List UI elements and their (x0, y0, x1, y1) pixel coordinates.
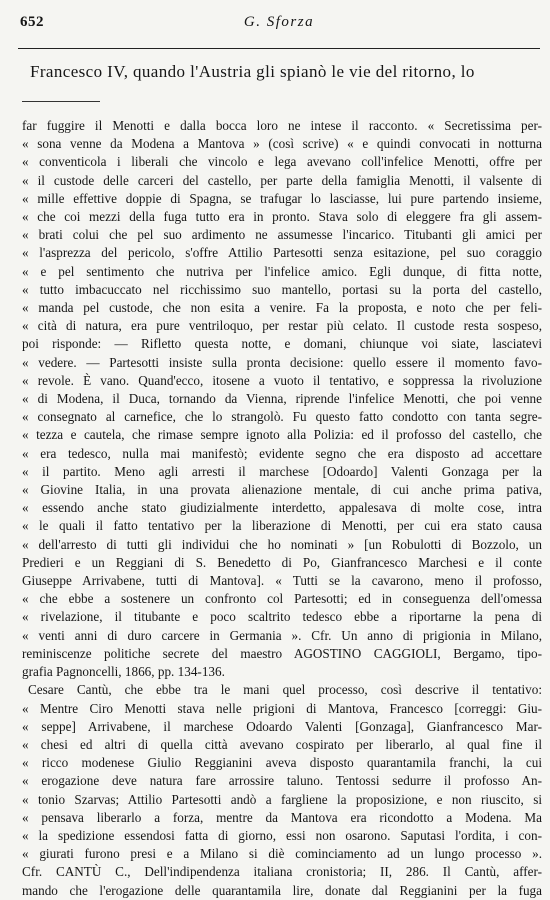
text-line: poi risponde: — Rifletto questa notte, e domani, chiunque voi siate, lasciatevi (22, 336, 542, 352)
text-line: « chesi ed altri di quella città avevano cospirato per liberarlo, al qual fine il (22, 736, 542, 752)
text-line: « dell'arresto di tutti gli individui che ho nominati » [un Robulotti di Bozzolo, un (22, 536, 542, 552)
text-line: « consegnato al carnefice, che lo strangolò. Fu questo fatto condotto con tanta segre- (22, 409, 542, 425)
text-line: « brati colui che pel suo ardimento ne assumesse l'incarico. Titubanti gli amici per (22, 227, 542, 243)
text-line: « che coi mezzi della fuga tutto era in pronto. Stava solo di eleggere fra gli assem- (22, 209, 542, 225)
text-line: « l'asprezza del pericolo, s'offre Attilio Partesotti senza esitazione, pel suo coraggio (22, 245, 542, 261)
text-line: « vedere. — Partesotti insiste sulla pronta decisione: quello essere il momento favo- (22, 354, 542, 370)
text-line: far fuggire il Menotti e dalla bocca loro ne intese il racconto. « Secretissima per- (22, 118, 542, 133)
text-line: « cità di natura, era pure ventriloquo, per restar più celato. Il custode resta sospeso, (22, 318, 542, 334)
text-line: « conventicola i liberali che vincolo e lega avevano coll'infelice Menotti, offre per (22, 154, 542, 170)
text-line: « seppe] Arrivabene, il marchese Odoardo Valenti [Gonzaga], Gianfrancesco Mar- (22, 718, 542, 734)
text-line: « tezza e cautela, che rimase sempre ignoto alla Polizia: ed il profosso del castello, che (22, 427, 542, 443)
text-line: Cesare Cantù, che ebbe tra le mani quel processo, così descrive il tentativo: (28, 682, 542, 698)
text-line: « Mentre Ciro Menotti stava nelle prigioni di Mantova, Francesco [correggi: Giu- (22, 700, 542, 716)
text-line: « il partito. Meno agli arresti il marchese [Odoardo] Valenti Gonzaga per la (22, 463, 542, 479)
text-line: Predieri e un Reggiani di S. Benedetto di Po, Gianfrancesco Marchesi e il conte (22, 554, 542, 570)
text-line: « tonio Szarvas; Attilio Partesotti andò a fargliene la proposizione, e non riuscito, si (22, 791, 542, 807)
text-line: Giuseppe Arrivabene, tutti di Mantova]. « Tutti se la cavarono, meno il profosso, (22, 573, 542, 589)
text-line: « tutto imbacuccato nel ricchissimo suo mantello, portasi su la porta del castello, (22, 281, 542, 297)
page-header (20, 6, 538, 36)
text-line: « e pel sentimento che nutriva per l'infelice amico. Egli dunque, di fitta notte, (22, 263, 542, 279)
text-line: mando che l'erogazione delle quarantamila lire, donate dal Reggianini per la fuga (22, 882, 542, 898)
text-line: « manda pel custode, che non esita a venire. Fa la proposta, e noto che per feli- (22, 300, 542, 316)
page-number: 652 (20, 14, 44, 30)
text-line: Cfr. CANTÙ C., Dell'indipendenza italiana cronistoria; II, 286. Il Cantù, affer- (22, 864, 542, 880)
text-line: « di Modena, il Duca, tornando da Vienna, riprende l'infelice Menotti, che poi venne (22, 391, 542, 407)
header-rule (18, 48, 540, 49)
text-line: « che ebbe a sostenere un confronto col Partesotti; ed in conseguenza dell'omessa (22, 591, 542, 607)
text-line: « revole. È vano. Quand'ecco, itosene a vuoto il tentativo, e soppressa la rivoluzione (22, 372, 542, 388)
text-line: « erogazione deve natura fare arrossire taluno. Tentossi sedurre il profosso An- (22, 773, 542, 789)
footnote-separator (22, 101, 100, 102)
text-line: « pensava liberarlo a forza, mentre da Mantova era ricondotto a Modena. Ma (22, 809, 542, 825)
text-line: grafia Pagnoncelli, 1866, pp. 134-136. (22, 664, 225, 680)
text-line: « mille effettive doppie di Spagna, se trafugar lo lasciasse, lui pure partendo insieme, (22, 190, 542, 206)
text-line: « giurati furono presi e a Milano si diè cominciamento ad un lungo processo ». (22, 846, 542, 862)
text-line: « la spedizione essendosi fatta di giorno, essi non osarono. Saputasi l'ordita, i con- (22, 827, 542, 843)
text-line: « ricco modenese Giulio Reggianini aveva disposto quarantamila franchi, la cui (22, 755, 542, 771)
section-title: Francesco IV, quando l'Austria gli spianò le vie del ritorno, lo (30, 62, 475, 81)
text-line: « Giovine Italia, in una provata alienazione mentale, di cui anche prima pativa, (22, 482, 542, 498)
text-line: « il custode delle carceri del castello, per parte della famiglia Menotti, il valsente di (22, 172, 542, 188)
text-line: « era tedesco, nulla mai manifestò; evidente segno che era disposto ad accettare (22, 445, 542, 461)
text-line: « le quali il fatto tentativo per la liberazione di Menotti, per cui era stato causa (22, 518, 542, 534)
running-title: G. Sforza (243, 14, 315, 30)
footnote-body (22, 117, 542, 900)
text-line: reminiscenze politiche secrete del maestro AGOSTINO CAGGIOLI, Bergamo, tipo- (22, 645, 542, 661)
text-line: « sona venne da Modena a Mantova » (così scrive) « e quindi convocati in notturna (22, 136, 542, 152)
text-line: « rivelazione, il titubante e poco scaltrito tedesco ebbe a riportarne la pena di (22, 609, 542, 625)
text-line: « essendo anche stato giudizialmente interdetto, appalesava di molte cose, intra (22, 500, 542, 516)
text-line: « venti anni di duro carcere in Germania ». Cfr. Un anno di prigionia in Milano, (22, 627, 542, 643)
